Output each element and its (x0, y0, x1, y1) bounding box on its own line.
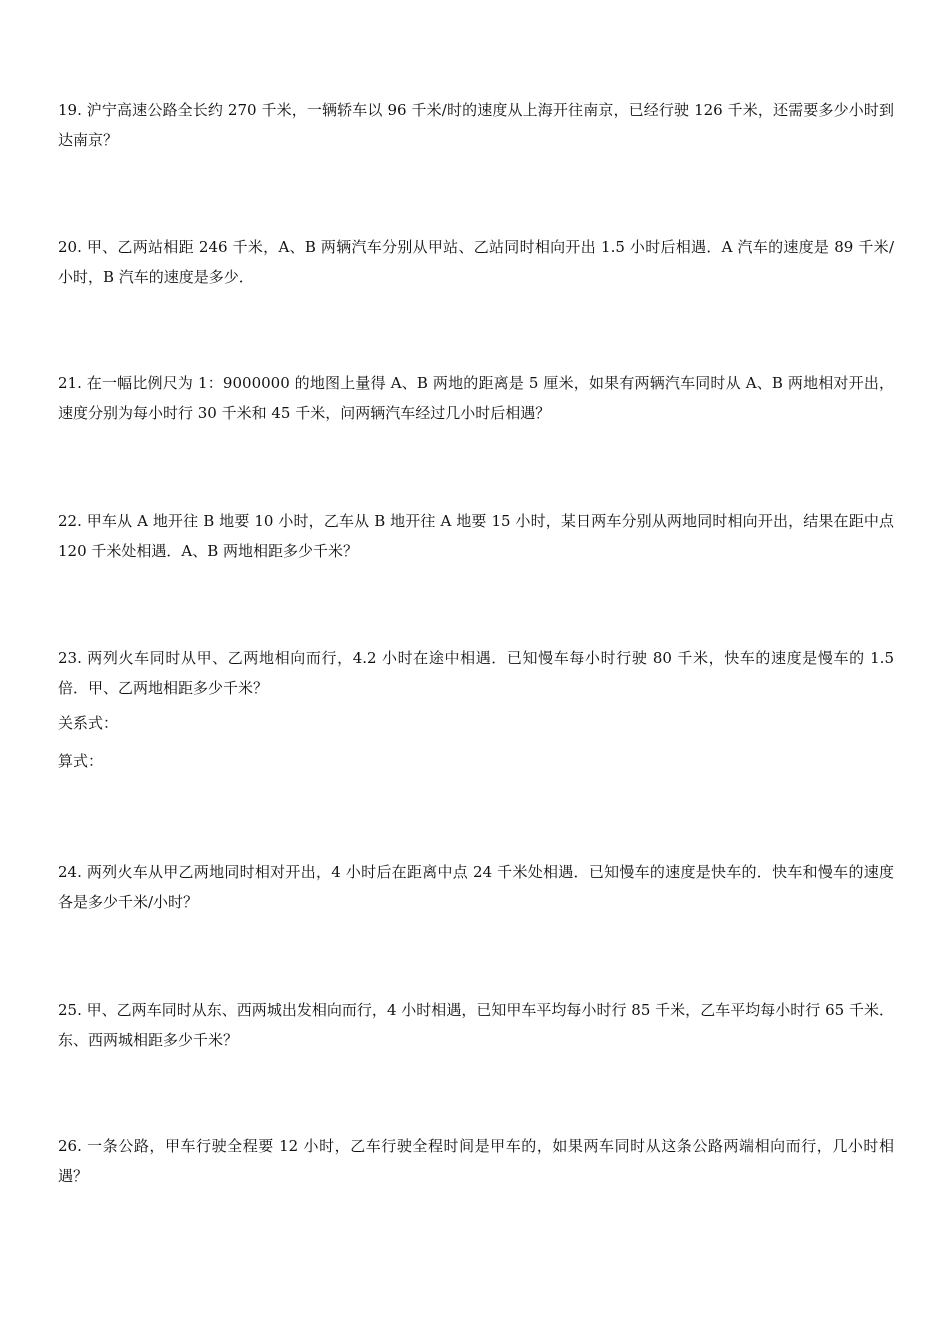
question-20: 20. 甲、乙两站相距 246 千米，A、B 两辆汽车分别从甲站、乙站同时相向开出 1.5 小时后相遇．A 汽车的速度是 89 千米/小时，B 汽车的速度是多少． (58, 238, 894, 286)
question-22: 22. 甲车从 A 地开往 B 地要 10 小时，乙车从 B 地开往 A 地要 15 小时，某日两车分别从两地同时相向开出，结果在距中点 120 千米处相遇．A、B 两地相距多少千米？ (58, 512, 894, 560)
question-26: 26. 一条公路，甲车行驶全程要 12 小时，乙车行驶全程时间是甲车的，如果两车同时从这条公路两端相向而行，几小时相遇？ (58, 1137, 894, 1185)
formula-label: 算式： (58, 752, 104, 770)
question-24: 24. 两列火车从甲乙两地同时相对开出，4 小时后在距离中点 24 千米处相遇．已知慢车的速度是快车的．快车和慢车的速度各是多少千米/小时？ (58, 863, 894, 911)
question-25: 25. 甲、乙两车同时从东、西两城出发相向而行，4 小时相遇，已知甲车平均每小时行 85 千米，乙车平均每小时行 65 千米．东、西两城相距多少千米？ (58, 1001, 894, 1049)
relation-label: 关系式： (58, 714, 119, 732)
question-21: 21. 在一幅比例尺为 1：9000000 的地图上量得 A、B 两地的距离是 5 厘米，如果有两辆汽车同时从 A、B 两地相对开出，速度分别为每小时行 30 千米和 45 千米，问两辆汽车经过几小时后相遇？ (58, 374, 894, 422)
question-19: 19. 沪宁高速公路全长约 270 千米，一辆轿车以 96 千米/时的速度从上海开往南京，已经行驶 126 千米，还需要多少小时到达南京？ (58, 101, 894, 149)
question-23: 23. 两列火车同时从甲、乙两地相向而行，4.2 小时在途中相遇．已知慢车每小时行驶 80 千米，快车的速度是慢车的 1.5 倍．甲、乙两地相距多少千米？ (58, 649, 894, 697)
